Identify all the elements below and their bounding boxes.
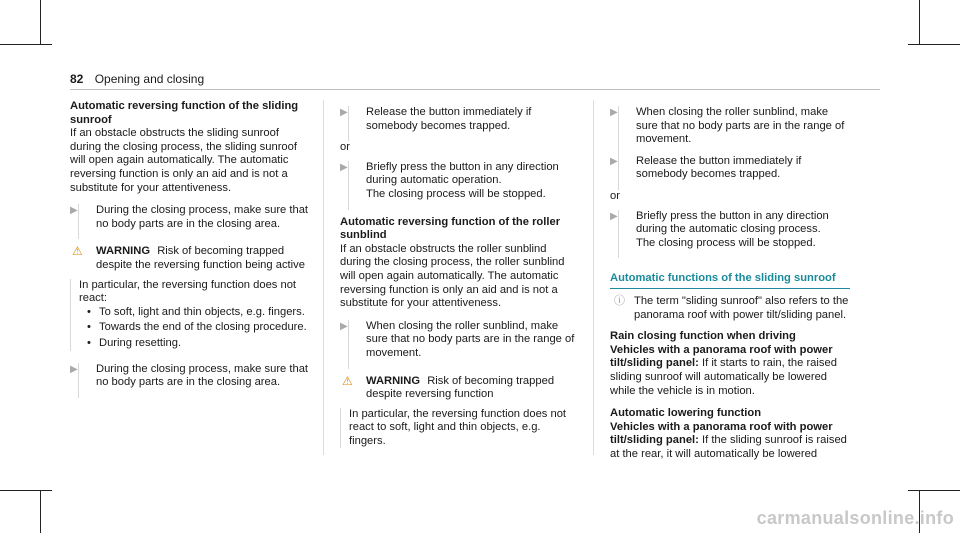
section-heading: Automatic reversing function of the sliding sunroof [70,100,299,126]
step-result: The closing process will be stopped. [366,187,546,200]
paragraph-text: If it starts to rain, the raised sliding sunroof will automatically be lowered while the vehicle is in motion. [610,357,837,397]
instruction-step [610,155,850,182]
column-3 [610,100,850,461]
arrow-right-icon: ▶ [610,210,618,222]
or-text: or [610,189,620,202]
vehicle-condition: Vehicles with a panorama roof with power tilt/sliding panel: [610,343,833,370]
crop-mark [919,0,920,44]
instruction-step [70,363,310,390]
arrow-right-icon: ▶ [340,107,348,118]
crop-mark [0,490,52,491]
warning-text: In particular, the reversing function does not react: [79,278,297,305]
step-text: Release the button immediately if somebody becomes trapped. [636,154,802,181]
list-item: • Towards the end of the closing procedure. [99,321,310,335]
section-heading: Automatic reversing function of the roller sunblind [340,215,561,242]
bullet-list [79,306,310,351]
warning-title: Risk of becoming trapped despite the reversing function being active [96,245,305,271]
warning-title: Risk of becoming trapped despite reversing function [366,374,555,401]
step-text: During the closing process, make sure that no body parts are in the closing area. [96,362,309,389]
arrow-right-icon: ▶ [610,155,618,167]
watermark: carmanualsonline.info [756,508,954,528]
warning-text: In particular, the reversing function does not react to soft, light and thin objects, e.g. fingers. [349,407,567,447]
paragraph: If an obstacle obstructs the roller sunblind during the closing process, the roller sunblind will open again automatically. The automatic reversing function is only an aid and is not a substitute for your attentiveness. [340,242,565,310]
arrow-right-icon: ▶ [610,107,618,118]
list-item: • To soft, light and thin objects, e.g. fingers. [99,306,310,320]
instruction-step [340,106,580,133]
step-text: When closing the roller sunblind, make sure that no body parts are in the range of movement. [366,319,575,359]
arrow-right-icon: ▶ [70,205,78,217]
warning-body [340,408,580,449]
warning-triangle-icon: ⚠ [342,373,353,388]
page-header [70,72,204,86]
or-text: or [340,141,350,154]
warning-label: WARNING [366,374,421,387]
instruction-step [340,320,580,361]
crop-mark [908,490,960,491]
warning-label: WARNING [96,245,151,258]
arrow-right-icon: ▶ [340,320,348,332]
warning-body [70,279,310,351]
crop-mark [40,490,41,533]
section-heading: Automatic functions of the sliding sunroof [610,272,850,289]
instruction-step [610,210,850,251]
section-title: Opening and closing [94,72,205,86]
column-1 [70,100,310,398]
step-result: The closing process will be stopped. [636,236,816,249]
paragraph [610,344,850,398]
instruction-step [610,106,850,147]
paragraph [610,421,850,462]
note-text: The term "sliding sunroof" also refers to the panorama roof with power tilt/sliding panel. [634,294,849,321]
column-divider [593,100,594,455]
crop-mark [0,44,52,45]
note-box [610,295,850,322]
paragraph: If an obstacle obstructs the sliding sunroof during the closing process, the sliding sunroof will open again automatically. The automatic reversing function is only an aid and is not a substitute for your attentiveness. [70,127,297,194]
warning-box [70,245,310,272]
info-icon: ⓘ [614,294,625,307]
arrow-right-icon: ▶ [340,161,348,173]
subheading: Automatic lowering function [610,407,762,420]
subheading: Rain closing function when driving [610,330,796,343]
step-text: During the closing process, make sure that no body parts are in the closing area. [96,204,309,230]
step-text: Release the button immediately if somebody becomes trapped. [366,106,532,132]
arrow-right-icon: ▶ [70,363,78,375]
list-item: • During resetting. [99,337,310,351]
column-2 [340,100,580,452]
warning-triangle-icon: ⚠ [72,244,83,259]
step-text: Briefly press the button in any direction during automatic operation. [366,160,559,187]
instruction-step [340,161,580,202]
vehicle-condition: Vehicles with a panorama roof with power tilt/sliding panel: [610,420,833,447]
warning-box [340,375,580,402]
crop-mark [908,44,960,45]
step-text: When closing the roller sunblind, make sure that no body parts are in the range of movement. [636,106,845,146]
paragraph-text: If the sliding sunroof is raised at the rear, it will automatically be lowered [610,434,847,460]
instruction-step [70,204,310,231]
column-divider [323,100,324,455]
step-text: Briefly press the button in any direction during the automatic closing process. [636,209,829,236]
crop-mark [40,0,41,44]
page-number: 82 [70,72,84,86]
header-rule [70,89,880,90]
